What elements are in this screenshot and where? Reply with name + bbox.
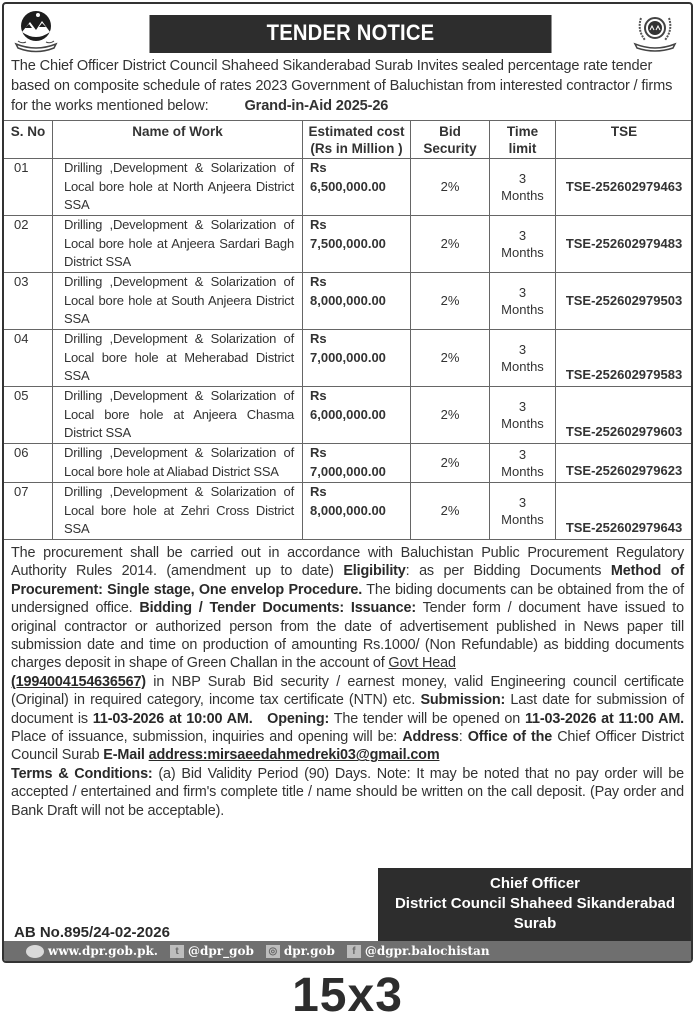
cell-bid: 2%	[411, 216, 490, 273]
district-council-emblem-icon	[631, 10, 679, 54]
cell-name: Drilling ,Development & Solarization of Local bore hole at Anjeera Chasma District SSA	[53, 387, 303, 444]
procurement-details: The procurement shall be carried out in accordance with Baluchistan Public Procurement Regulatory Authority Rules 2014. (amendment up to date) Eligibility: as per Bidding Documents Method of Procurement: Single stage, One envelop Procedure. The biding documents can be obtained from the of undersigned office. Bidding / Tender Documents: Issuance: Tender form / document have issued to original contractor or authorized person from the date of advertisement published in News paper till submission date and time on production of amounting Rs.1000/ (Non Refundable) as bidding documents charges deposit in shape of Green Challan in the account of Govt Head (1994004154636567) in NBP Surab Bid security / earnest money, valid Engineering council certificate (Original) in required category, income tax certificate (NTN) etc. Submission: Last date for submission of document is 11-03-2026 at 10:00 AM. Opening: The tender will be opened on 11-03-2026 at 11:00 AM. Place of issuance, submission, inquiries and opening will be: Address: Office of the Chief Officer District Council Surab E-Mail address:mirsaeedahmedreki03@gmail.com Terms & Conditions: (a) Bid Validity Period (90) Days. Note: It may be noted that no pay order will be accepted / entertained and firm's complete title / name should be written on the call deposit. (Pay order and Bank Draft will not be acceptable).	[11, 545, 685, 819]
cell-tse: TSE-252602979583	[556, 330, 693, 387]
works-table	[3, 120, 693, 540]
table-row	[4, 273, 693, 330]
cell-cost: Rs 6,000,000.00	[303, 387, 411, 444]
cell-time: 3 Months	[490, 273, 556, 330]
intro-line-3: for the works mentioned below:	[11, 98, 209, 114]
header-sno: S. No	[4, 121, 53, 159]
address-label: Address	[402, 729, 459, 746]
facebook-icon: f	[347, 945, 361, 958]
signature-location: Surab	[513, 915, 557, 932]
cell-cost: Rs 7,500,000.00	[303, 216, 411, 273]
submission-label: Submission:	[420, 692, 506, 709]
tender-notice	[2, 2, 693, 963]
cell-cost: Rs 6,500,000.00	[303, 159, 411, 216]
cell-sno: 07	[4, 483, 53, 540]
signature-office: District Council Shaheed Sikanderabad	[394, 895, 676, 912]
cell-sno: 04	[4, 330, 53, 387]
cell-cost: Rs 8,000,000.00	[303, 483, 411, 540]
table-row	[4, 387, 693, 444]
signature-block	[378, 868, 692, 944]
cell-sno: 01	[4, 159, 53, 216]
footer-facebook[interactable]: f @dgpr.balochistan	[347, 944, 490, 958]
intro-line-1: The Chief Officer District Council Shaheed Sikanderabad Surab Invites sealed percentage rate tender	[11, 58, 653, 74]
grant-label: Grand-in-Aid 2025-26	[244, 98, 389, 114]
cell-sno: 02	[4, 216, 53, 273]
submission-date: 11-03-2026 at 10:00 AM.	[92, 710, 253, 727]
footer-twitter[interactable]: t @dpr_gob	[170, 944, 254, 958]
cell-tse: TSE-252602979463	[556, 159, 693, 216]
header-estimated-cost: Estimated cost (Rs in Million )	[303, 121, 411, 159]
cell-time: 3 Months	[490, 483, 556, 540]
cell-bid: 2%	[411, 387, 490, 444]
cell-cost: Rs 7,000,000.00	[303, 444, 411, 483]
signature-title: Chief Officer	[489, 875, 580, 892]
cell-cost: Rs 8,000,000.00	[303, 273, 411, 330]
cell-name: Drilling ,Development & Solarization of Local bore hole at Anjeera Sardari Bagh District SSA	[53, 216, 303, 273]
header	[4, 4, 691, 56]
cell-bid: 2%	[411, 273, 490, 330]
opening-label: Opening:	[267, 710, 330, 727]
terms-conditions: Terms & Conditions: (a) Bid Validity Period (90) Days. Note: It may be noted that no pay order will be accepted / entertained and firm's complete title / name should be written on the call deposit. (Pay order and Bank Draft will not be acceptable).	[11, 765, 684, 819]
balochistan-emblem-icon	[12, 8, 60, 54]
cell-time: 3 Months	[490, 444, 556, 483]
intro-paragraph	[4, 56, 691, 120]
table-row	[4, 483, 693, 540]
cell-time: 3 Months	[490, 216, 556, 273]
page-title: TENDER NOTICE	[149, 15, 551, 53]
email-link[interactable]: address:mirsaeedahmedreki03@gmail.com	[148, 747, 440, 764]
cell-tse: TSE-252602979603	[556, 387, 693, 444]
cell-cost: Rs 7,000,000.00	[303, 330, 411, 387]
table-row	[4, 216, 693, 273]
instagram-icon: ◎	[266, 945, 280, 958]
office-label: Office of the	[467, 729, 553, 746]
table-header-row	[4, 121, 693, 159]
header-bid-security: Bid Security	[411, 121, 490, 159]
twitter-icon: t	[170, 945, 184, 958]
documents-label: Bidding / Tender Documents: Issuance:	[139, 600, 416, 617]
cell-tse: TSE-252602979483	[556, 216, 693, 273]
cell-bid: 2%	[411, 483, 490, 540]
cell-name: Drilling ,Development & Solarization of Local bore hole at Meherabad District SSA	[53, 330, 303, 387]
advertisement-number: AB No.895/24-02-2026	[14, 924, 170, 941]
cell-name: Drilling ,Development & Solarization of Local bore hole at North Anjeera District SSA	[53, 159, 303, 216]
footer-social-band	[4, 941, 691, 961]
email-label: E-Mail	[103, 747, 149, 764]
cell-name: Drilling ,Development & Solarization of Local bore hole at South Anjeera District SSA	[53, 273, 303, 330]
cell-name: Drilling ,Development & Solarization of Local bore hole at Zehri Cross District SSA	[53, 483, 303, 540]
terms-label: Terms & Conditions:	[11, 765, 153, 782]
globe-icon	[26, 945, 44, 958]
cell-tse: TSE-252602979503	[556, 273, 693, 330]
header-time-limit: Time limit	[490, 121, 556, 159]
cell-time: 3 Months	[490, 159, 556, 216]
cell-time: 3 Months	[490, 387, 556, 444]
cell-tse: TSE-252602979623	[556, 444, 693, 483]
opening-date: 11-03-2026 at 11:00 AM.	[524, 710, 684, 727]
table-row	[4, 444, 693, 483]
method-label: Method of Procurement: Single stage, One envelop Procedure.	[11, 563, 684, 598]
cell-bid: 2%	[411, 444, 490, 483]
cell-name: Drilling ,Development & Solarization of Local bore hole at Aliabad District SSA	[53, 444, 303, 483]
footer-website[interactable]: www.dpr.gob.pk.	[26, 944, 158, 958]
header-tse: TSE	[556, 121, 693, 159]
cell-sno: 06	[4, 444, 53, 483]
intro-line-2: based on composite schedule of rates 2023 Government of Baluchistan from interested contractor / firms	[11, 78, 673, 94]
account-number: (1994004154636567)	[11, 673, 146, 690]
cell-tse: TSE-252602979643	[556, 483, 693, 540]
table-row	[4, 159, 693, 216]
table-row	[4, 330, 693, 387]
ad-size-label: 15x3	[292, 969, 403, 1022]
cell-time: 3 Months	[490, 330, 556, 387]
cell-sno: 03	[4, 273, 53, 330]
cell-bid: 2%	[411, 330, 490, 387]
header-name-of-work: Name of Work	[53, 121, 303, 159]
govt-head: Govt Head	[388, 655, 456, 672]
eligibility-label: Eligibility	[343, 563, 406, 580]
footer-instagram[interactable]: ◎ dpr.gob	[266, 944, 335, 958]
cell-bid: 2%	[411, 159, 490, 216]
cell-sno: 05	[4, 387, 53, 444]
